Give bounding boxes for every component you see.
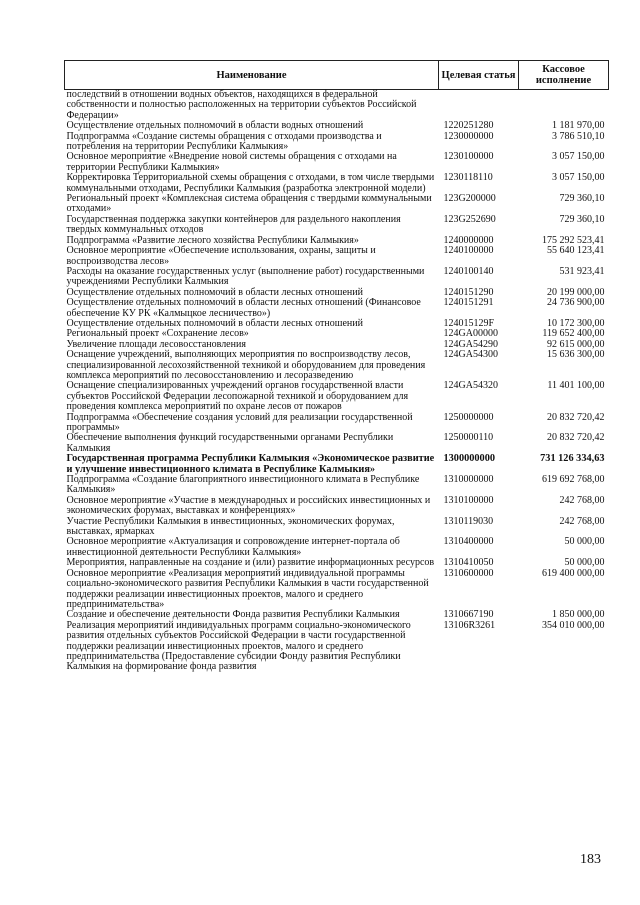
cell-amount: 3 786 510,10 xyxy=(552,130,605,142)
cell-code: 1310119030 xyxy=(443,515,494,527)
cell-amount: 50 000,00 xyxy=(564,536,605,548)
cell-code: 1240151290 xyxy=(443,286,494,298)
cell-name: Осуществление отдельных полномочий в области лесных отношений xyxy=(66,286,363,298)
cell-amount: 11 401 100,00 xyxy=(547,380,605,392)
cell-name: Увеличение площади лесовосстановления xyxy=(66,338,246,350)
table-row xyxy=(65,298,609,319)
cell-code: 1310600000 xyxy=(443,567,494,579)
cell-name: Осуществление отдельных полномочий в области лесных отношений xyxy=(66,317,363,329)
cell-code: 1240100000 xyxy=(443,245,494,257)
cell-code: 1240151291 xyxy=(443,297,494,309)
header-name: Наименование xyxy=(65,61,439,90)
table-header-row xyxy=(65,61,609,90)
cell-code: 1310667190 xyxy=(443,609,494,621)
table-body xyxy=(65,90,609,673)
cell-name: Осуществление отдельных полномочий в области лесных отношений (Финансовое обеспечение КУ РК «Калмыцкое лесничество») xyxy=(66,297,421,319)
header-amount: Кассовое исполнение xyxy=(519,61,609,90)
cell-amount: 20 199 000,00 xyxy=(547,286,605,298)
cell-name: Подпрограмма «Создание системы обращения с отходами производства и потребления на территории Республики Калмыкия» xyxy=(66,130,382,153)
table-row xyxy=(65,246,609,267)
cell-name: Обеспечение выполнения функций государственными органами Республики Калмыкия xyxy=(66,432,394,454)
cell-name: Основное мероприятие «Реализация мероприятий индивидуальной программы социально-экономического развития Республики Калмыкия в части государственной поддержки реализации инвестиционных проектов, малого и среднего предпринимательства» xyxy=(66,567,429,610)
cell-name: Осуществление отдельных полномочий в области водных отношений xyxy=(66,120,364,132)
cell-amount: 3 057 150,00 xyxy=(552,172,605,184)
cell-code: 124GA54300 xyxy=(443,349,498,361)
cell-name: последствий в отношении водных объектов, находящихся в федеральной собственности и полностью расположенных на территории субъектов Российской Федерации» xyxy=(66,89,417,121)
table-row xyxy=(65,173,609,194)
cell-amount: 92 615 000,00 xyxy=(547,338,605,350)
cell-name: Основное мероприятие «Внедрение новой системы обращения с отходами на территории Республики Калмыкия» xyxy=(66,151,397,173)
table-row xyxy=(65,215,609,236)
cell-name: Расходы на оказание государственных услуг (выполнение работ) государственными учреждениями Республики Калмыкия xyxy=(66,265,425,288)
cell-code: 124015129F xyxy=(443,317,495,329)
cell-name: Подпрограмма «Развитие лесного хозяйства Республики Калмыкия» xyxy=(66,234,359,246)
cell-amount: 731 126 334,63 xyxy=(540,453,605,465)
cell-amount: 20 832 720,42 xyxy=(547,432,605,444)
cell-amount: 50 000,00 xyxy=(564,557,605,569)
cell-code: 1230118110 xyxy=(443,172,493,184)
table-row xyxy=(65,413,609,434)
header-code: Целевая статья xyxy=(439,61,519,90)
cell-name: Корректировка Территориальной схемы обращения с отходами, в том числе твердыми коммунальными отходами, Республики Калмыкия (разработка электронной модели) xyxy=(66,172,435,194)
table-row xyxy=(65,267,609,288)
cell-amount: 175 292 523,41 xyxy=(542,234,605,246)
table-row xyxy=(65,454,609,475)
cell-amount: 242 768,00 xyxy=(559,494,605,506)
table-row xyxy=(65,132,609,153)
table-row xyxy=(65,90,609,122)
cell-amount: 1 181 970,00 xyxy=(552,120,605,132)
cell-amount xyxy=(519,90,609,122)
cell-name: Государственная программа Республики Калмыкия «Экономическое развитие и улучшение инвестиционного климата в Республике Калмыкия» xyxy=(66,453,435,475)
cell-code: 1220251280 xyxy=(443,120,494,132)
cell-code: 1310410050 xyxy=(443,557,494,569)
cell-code: 1250000110 xyxy=(443,432,494,444)
cell-amount: 242 768,00 xyxy=(559,515,605,527)
cell-code: 1310400000 xyxy=(443,536,494,548)
cell-amount: 729 360,10 xyxy=(559,193,605,205)
cell-name: Основное мероприятие «Обеспечение использования, охраны, защиты и воспроизводства лесов» xyxy=(66,245,376,267)
cell-code: 13106R3261 xyxy=(443,619,496,631)
cell-name: Региональный проект «Комплексная система обращения с твердыми коммунальными отходами» xyxy=(66,193,432,215)
cell-amount: 531 923,41 xyxy=(559,265,605,277)
cell-name: Создание и обеспечение деятельности Фонда развития Республики Калмыкия xyxy=(66,609,400,621)
table-row xyxy=(65,517,609,538)
page-number: 183 xyxy=(580,852,601,867)
cell-amount: 24 736 900,00 xyxy=(547,297,605,309)
cell-name: Подпрограмма «Создание благоприятного инвестиционного климата в Республике Калмыкия» xyxy=(66,474,420,496)
cell-name: Оснащение учреждений, выполняющих мероприятия по воспроизводству лесов, специализированной лесохозяйственной техникой и оборудованием для проведения комплекса мероприятий по лесовосстановлению и лесоразведению xyxy=(66,349,426,381)
cell-code: 1310100000 xyxy=(443,494,494,506)
cell-code: 124GA54320 xyxy=(443,380,498,392)
cell-name: Региональный проект «Сохранение лесов» xyxy=(66,328,249,340)
table-row xyxy=(65,433,609,454)
cell-code: 124GA54290 xyxy=(443,338,498,350)
document-page xyxy=(64,60,608,673)
cell-amount: 119 652 400,00 xyxy=(542,328,605,340)
cell-amount: 20 832 720,42 xyxy=(547,411,605,423)
cell-code: 1240100140 xyxy=(443,265,494,277)
cell-name: Реализация мероприятий индивидуальных программ социально-экономического развития отдельных субъектов Российской Федерации в части государственной поддержки реализации инвестиционных проектов, малого и среднего предпринимательства (Предоставление субсидии Фонду развития Республики Калмыкия на формирование фонда развития xyxy=(66,619,411,673)
cell-code: 123G252690 xyxy=(443,213,496,225)
cell-name: Основное мероприятие «Участие в международных и российских инвестиционных и экономических форумах, выставках и конференциях» xyxy=(66,494,431,517)
cell-name: Оснащение специализированных учреждений органов государственной власти субъектов Российской Федерации лесопожарной техникой и оборудованием для проведения комплекса мероприятий по охране лесов от пожаров xyxy=(66,380,409,413)
table-row xyxy=(65,537,609,558)
cell-code: 1310000000 xyxy=(443,474,494,486)
cell-name: Основное мероприятие «Актуализация и сопровождение интернет-портала об инвестиционной деятельности Республики Калмыкия» xyxy=(66,536,400,558)
cell-name: Мероприятия, направленные на создание и (или) развитие информационных ресурсов xyxy=(66,557,435,569)
cell-amount: 354 010 000,00 xyxy=(542,619,605,631)
table-row xyxy=(65,475,609,496)
cell-name: Подпрограмма «Обеспечение создания условий для реализации государственной программы» xyxy=(66,411,413,433)
budget-table xyxy=(64,60,609,673)
table-row xyxy=(65,496,609,517)
cell-name: Участие Республики Калмыкия в инвестиционных, экономических форумах, выставках, ярмарках xyxy=(66,515,395,538)
cell-code: 1300000000 xyxy=(443,453,495,465)
cell-amount: 619 400 000,00 xyxy=(542,567,605,579)
cell-amount: 55 640 123,41 xyxy=(547,245,605,257)
cell-code: 1230000000 xyxy=(443,130,494,142)
table-row xyxy=(65,350,609,381)
table-row xyxy=(65,381,609,412)
table-row xyxy=(65,621,609,673)
table-row xyxy=(65,194,609,215)
cell-amount: 619 692 768,00 xyxy=(542,474,605,486)
cell-amount: 3 057 150,00 xyxy=(552,151,605,163)
cell-code: 123G200000 xyxy=(443,193,496,205)
cell-code: 1250000000 xyxy=(443,411,494,423)
cell-code: 1240000000 xyxy=(443,234,494,246)
cell-name: Государственная поддержка закупки контейнеров для раздельного накопления твердых коммунальных отходов xyxy=(66,213,401,236)
cell-amount: 729 360,10 xyxy=(559,213,605,225)
cell-code: 1230100000 xyxy=(443,151,494,163)
cell-amount: 15 636 300,00 xyxy=(547,349,605,361)
cell-code xyxy=(439,90,519,122)
table-row xyxy=(65,152,609,173)
cell-amount: 1 850 000,00 xyxy=(552,609,605,621)
table-row xyxy=(65,569,609,611)
cell-amount: 10 172 300,00 xyxy=(547,317,605,329)
cell-code: 124GA00000 xyxy=(443,328,498,340)
